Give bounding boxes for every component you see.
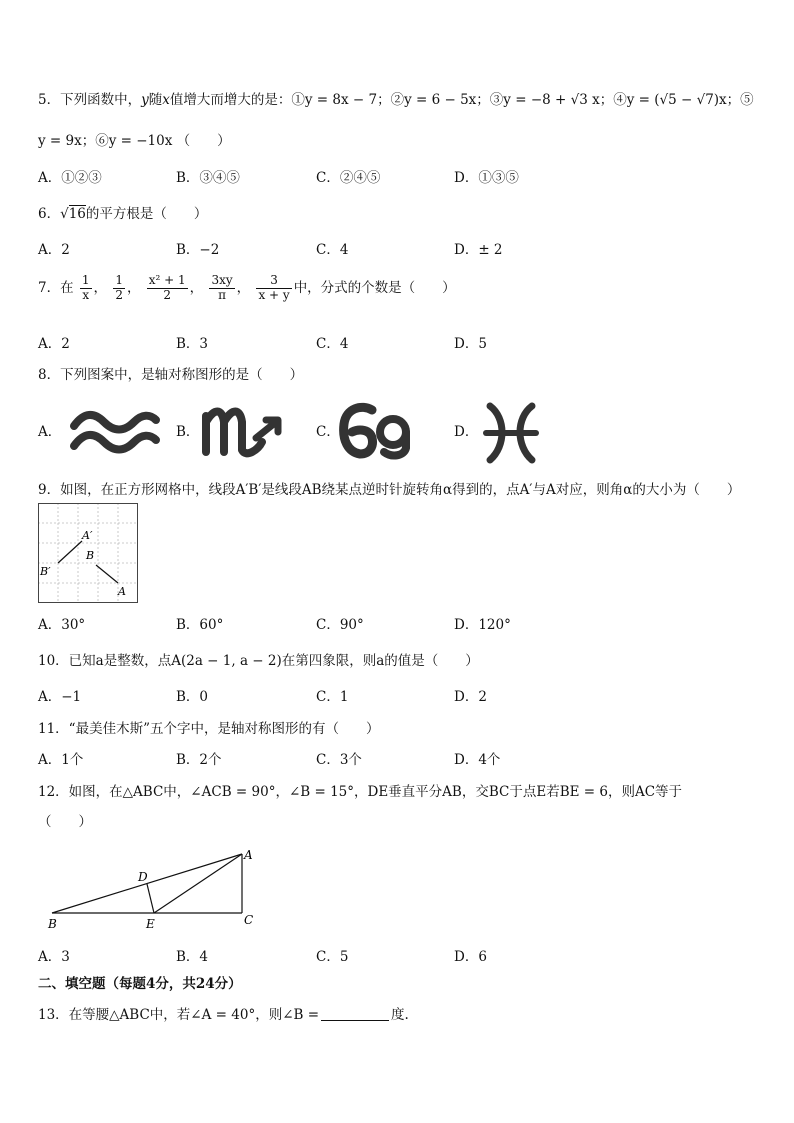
q7-fraction-1: $\frac{1}{x}$ (81, 273, 90, 302)
section-2-title: 二、填空题（每题4分，共24分） (38, 976, 242, 992)
q5-stem-line2: y = 9x；⑥y = −10x （ ） (38, 133, 231, 149)
q6-options (38, 238, 758, 258)
q11-option-d[interactable]: D．4个 (454, 752, 501, 768)
label-a-prime: A′ (82, 529, 93, 542)
q5-item-3: ③y = −8 + √3 x； (489, 92, 614, 108)
label-b-prime: B′ (40, 565, 51, 578)
q9-grid-figure (38, 503, 138, 603)
q11-options (38, 748, 758, 768)
q5-option-a[interactable]: A．①②③ (38, 170, 102, 186)
q10-option-d[interactable]: D．2 (454, 689, 487, 705)
q5-var-y: y (141, 92, 149, 108)
q8-option-a-letter: A． (38, 424, 62, 440)
q7-option-c[interactable]: C．4 (316, 336, 349, 352)
q13-stem-b: 度. (391, 1007, 409, 1023)
q11-option-c[interactable]: C．3个 (316, 752, 362, 768)
segment-ab (96, 565, 118, 583)
q12-option-b[interactable]: B．4 (176, 949, 209, 965)
label-a: A (244, 848, 253, 862)
q5-options (38, 166, 758, 186)
q8-option-b-letter: B． (176, 424, 200, 440)
q10-options (38, 685, 758, 705)
q13-answer-blank[interactable] (321, 1020, 389, 1021)
q6-radicand: 16 (68, 206, 86, 222)
q5-stem-c: 随 (148, 92, 163, 108)
q13-stem (38, 1003, 409, 1023)
q9-options (38, 613, 758, 633)
q12-option-d[interactable]: D．6 (454, 949, 487, 965)
q10-option-b[interactable]: B．0 (176, 689, 209, 705)
q8-option-d[interactable] (454, 420, 478, 440)
q12-option-a[interactable]: A．3 (38, 949, 70, 965)
q6-stem-suffix: 的平方根是（ ） (85, 206, 208, 222)
q5-item-1: ①y = 8x − 7； (291, 92, 391, 108)
q9-option-b[interactable]: B．60° (176, 617, 224, 633)
q7-fraction-4: $\frac{3xy}{\pi}$ (211, 273, 233, 302)
q9-option-c[interactable]: C．90° (316, 617, 364, 633)
label-e: E (146, 917, 155, 931)
q5-item-4: ④y = (√5 − √7)x； (613, 92, 741, 108)
q8-option-c-letter: C． (316, 424, 340, 440)
q5-item-2: ②y = 6 − 5x； (390, 92, 490, 108)
q10-option-c[interactable]: C．1 (316, 689, 349, 705)
q12-triangle-figure (40, 840, 270, 932)
aquarius-symbol-icon (68, 402, 160, 458)
q12-options (38, 945, 758, 965)
q9-option-d[interactable]: D．120° (454, 617, 511, 633)
q12-stem: 12．如图，在△ABC中，∠ACB = 90°，∠B = 15°，DE垂直平分AB，交BC于点E若BE = 6，则AC等于 (38, 784, 683, 800)
label-d: D (138, 870, 148, 884)
q8-option-d-letter: D． (454, 424, 479, 440)
q10-stem: 10．已知a是整数，点A(2a − 1, a − 2)在第四象限，则a的值是（ ） (38, 653, 479, 669)
q12-option-c[interactable]: C．5 (316, 949, 349, 965)
q7-fraction-5: $\frac{3}{x + y}$ (258, 273, 290, 302)
q7-stem-prefix: 7．在 (38, 279, 74, 296)
q6-stem-prefix: 6． (38, 206, 61, 222)
label-c: C (244, 913, 254, 927)
label-b: B (86, 549, 95, 562)
q7-stem: 7．在 $\frac{1}{x}$ ， $\frac{1}{2}$ ， $\frac{\text{x² + 1}}{2}$ ， $\frac{3xy}{\pi}$ ， $\frac{3}{x + y}$ 中，分式的个数是（ ） (38, 273, 456, 302)
q7-stem-suffix: 中，分式的个数是（ ） (293, 279, 456, 296)
q5-option-d[interactable]: D．①③⑤ (454, 170, 519, 186)
cancer-symbol-icon (338, 400, 416, 462)
q11-stem: 11．“最美佳木斯”五个字中，是轴对称图形的有（ ） (38, 721, 380, 737)
q13-stem-a: 13．在等腰△ABC中，若∠A = 40°，则∠B = (38, 1007, 320, 1023)
q6-option-a[interactable]: A．2 (38, 242, 70, 258)
segment-ae (154, 854, 242, 913)
q5-option-b[interactable]: B．③④⑤ (176, 170, 240, 186)
q11-option-a[interactable]: A．1个 (38, 752, 84, 768)
q8-option-c[interactable] (316, 420, 340, 440)
q6-option-c[interactable]: C．4 (316, 242, 349, 258)
label-b: B (48, 917, 57, 931)
q5-stem-a: 5．下列函数中， (38, 92, 142, 108)
q7-option-d[interactable]: D．5 (454, 336, 487, 352)
segment-de (147, 884, 154, 913)
q7-fraction-2: $\frac{1}{2}$ (115, 273, 123, 302)
q5-stem-line1 (38, 88, 754, 108)
q12-stem-line2: （ ） (38, 814, 92, 830)
pisces-symbol-icon (478, 400, 544, 466)
q8-options (38, 398, 758, 468)
q10-option-a[interactable]: A．−1 (38, 689, 82, 705)
q7-option-b[interactable]: B．3 (176, 336, 209, 352)
q11-option-b[interactable]: B．2个 (176, 752, 222, 768)
q5-option-c[interactable]: C．②④⑤ (316, 170, 381, 186)
q6-option-b[interactable]: B．−2 (176, 242, 220, 258)
q7-options (38, 332, 758, 352)
q8-option-a[interactable] (38, 420, 61, 440)
q8-stem: 8．下列图案中，是轴对称图形的是（ ） (38, 367, 304, 383)
q5-item-5: ⑤ (740, 92, 754, 108)
q7-fraction-3: $\frac{\text{x² + 1}}{2}$ (148, 273, 186, 302)
sqrt-sign: √ (60, 206, 69, 222)
q7-option-a[interactable]: A．2 (38, 336, 70, 352)
q5-var-x: x (162, 92, 170, 108)
q9-option-a[interactable]: A．30° (38, 617, 86, 633)
q6-stem (38, 202, 207, 222)
q5-stem-e: 值增大而增大的是： (169, 92, 292, 108)
q9-stem: 9．如图，在正方形网格中，线段A′B′是线段AB绕某点逆时针旋转角α得到的，点A′与A对应，则角α的大小为（ ） (38, 482, 741, 498)
q8-option-b[interactable] (176, 420, 199, 440)
scorpio-symbol-icon (200, 402, 300, 460)
segment-a-prime-b-prime (58, 541, 82, 563)
label-a: A (118, 585, 126, 598)
q6-option-d[interactable]: D．± 2 (454, 242, 503, 258)
